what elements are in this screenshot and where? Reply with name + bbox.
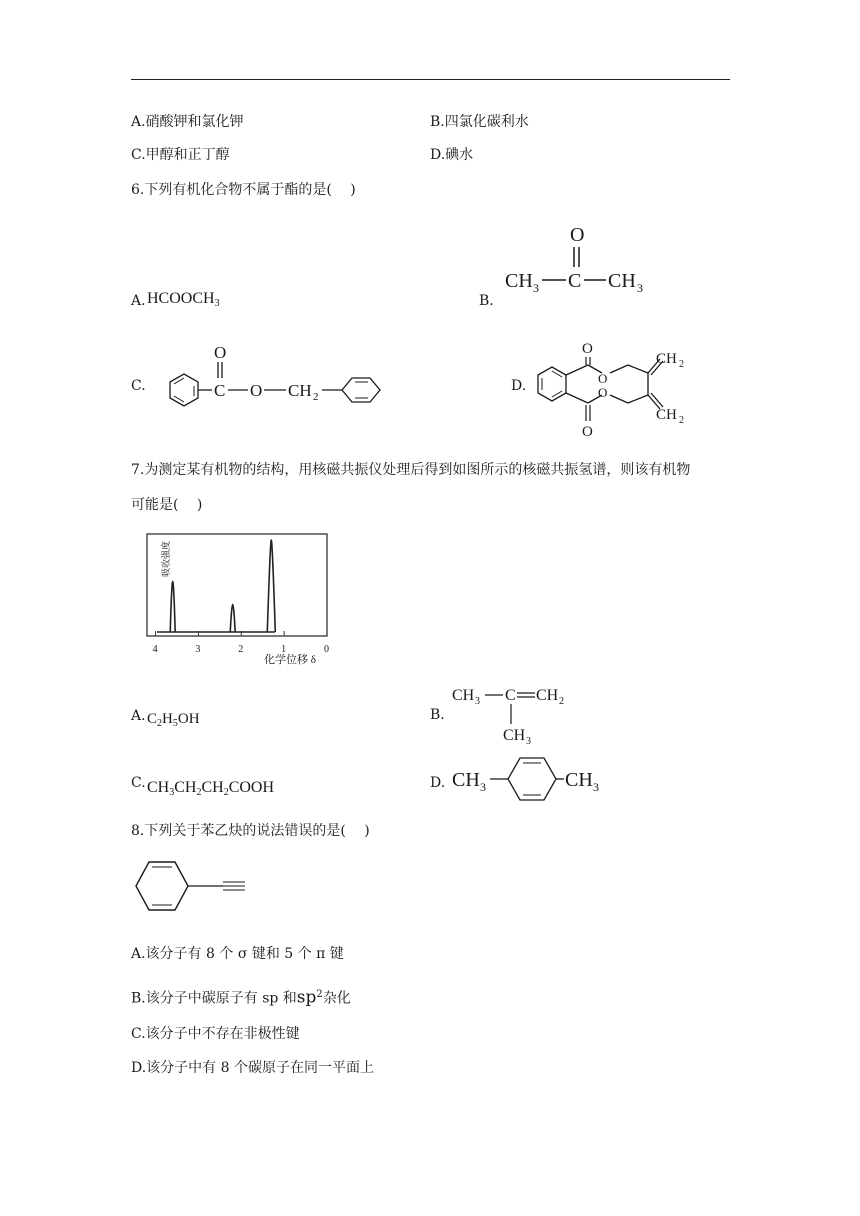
svg-text:O: O bbox=[582, 341, 593, 357]
svg-text:CH: CH bbox=[565, 769, 593, 791]
nmr-peak-3 bbox=[267, 540, 275, 632]
svg-text:3: 3 bbox=[593, 780, 599, 794]
nmr-xlabel: 化学位移 δ bbox=[264, 654, 316, 666]
svg-text:CH: CH bbox=[656, 407, 677, 423]
svg-text:3: 3 bbox=[637, 281, 643, 295]
q7-option-c-formula-butanoic-acid: $CH_3CH_2CH_2COOH$ bbox=[147, 779, 275, 798]
svg-text:C: C bbox=[505, 687, 516, 704]
q7-option-c-label: C. bbox=[131, 775, 146, 791]
q6-option-a-label: A. bbox=[131, 293, 146, 309]
svg-text:CH: CH bbox=[505, 270, 533, 292]
header-rule bbox=[131, 79, 730, 80]
svg-text:CH: CH bbox=[608, 270, 636, 292]
q5-option-a: A.硝酸钾和氯化钾 bbox=[131, 114, 244, 130]
q6-option-b-structure-acetone bbox=[500, 215, 660, 305]
nmr-ylabel: 吸收强度 bbox=[161, 540, 171, 577]
svg-text:O: O bbox=[250, 381, 263, 400]
q8-stem: 8.下列关于苯乙炔的说法错误的是( ) bbox=[131, 823, 370, 839]
nmr-peak-2 bbox=[230, 604, 235, 632]
nmr-tick-label: 2 bbox=[238, 644, 244, 655]
q7-option-a-formula-ethanol: $C_2H_5OH$ bbox=[147, 711, 200, 729]
svg-text:2: 2 bbox=[679, 359, 684, 370]
q6-option-b-label: B. bbox=[479, 293, 494, 309]
svg-text:CH: CH bbox=[452, 769, 480, 791]
q6-option-c-structure-benzyl-benzoate bbox=[150, 340, 400, 420]
svg-text:CH: CH bbox=[536, 687, 559, 704]
svg-text:2: 2 bbox=[559, 696, 564, 707]
svg-text:3: 3 bbox=[526, 736, 531, 747]
svg-text:3: 3 bbox=[475, 696, 480, 707]
q6-option-d-label: D. bbox=[511, 378, 527, 394]
q5-option-d: D.碘水 bbox=[430, 147, 474, 163]
svg-text:3: 3 bbox=[480, 780, 486, 794]
svg-text:C: C bbox=[568, 270, 582, 292]
q6-stem: 6.下列有机化合物不属于酯的是( ) bbox=[131, 182, 356, 198]
q7-option-a-label: A. bbox=[131, 708, 146, 724]
q7-stem-line2: 可能是( ) bbox=[131, 497, 203, 513]
q8-option-a: A.该分子有 8 个 σ 键和 5 个 π 键 bbox=[131, 946, 344, 962]
q8-option-c: C.该分子中不存在非极性键 bbox=[131, 1026, 300, 1042]
q6-option-d-structure-cyclic-diester bbox=[530, 335, 700, 445]
svg-text:CH: CH bbox=[656, 351, 677, 367]
svg-text:O: O bbox=[214, 343, 227, 362]
q7-option-d-structure-p-xylene bbox=[452, 752, 612, 808]
q7-option-b-label: B. bbox=[430, 707, 445, 723]
nmr-tick-label: 1 bbox=[281, 644, 287, 655]
nmr-frame bbox=[147, 534, 327, 636]
q6-option-c-label: C. bbox=[131, 378, 146, 394]
nmr-tick-label: 0 bbox=[324, 644, 329, 655]
svg-text:O: O bbox=[582, 424, 593, 440]
svg-text:3: 3 bbox=[533, 281, 539, 295]
svg-text:CH: CH bbox=[288, 381, 312, 400]
svg-text:CH: CH bbox=[452, 687, 475, 704]
q7-stem-line1: 7.为测定某有机物的结构，用核磁共振仪处理后得到如图所示的核磁共振氢谱，则该有机物 bbox=[131, 462, 691, 478]
nmr-tick-label: 4 bbox=[152, 644, 158, 655]
svg-text:2: 2 bbox=[679, 415, 684, 426]
svg-text:CH: CH bbox=[503, 727, 526, 744]
q7-option-b-structure-isobutene bbox=[452, 680, 582, 750]
nmr-peak-1 bbox=[170, 581, 175, 632]
q5-option-c: C.甲醇和正丁醇 bbox=[131, 147, 230, 163]
q7-option-d-label: D. bbox=[430, 775, 446, 791]
q5-option-b: B.四氯化碳利水 bbox=[430, 114, 529, 130]
svg-text:C: C bbox=[214, 381, 226, 400]
q8-structure-phenylacetylene bbox=[133, 856, 253, 916]
nmr-tick-label: 3 bbox=[195, 644, 201, 655]
svg-text:2: 2 bbox=[313, 391, 319, 403]
q8-option-b: B.该分子中碳原子有 sp 和$sp^2$杂化 bbox=[131, 987, 351, 1008]
svg-text:O: O bbox=[598, 371, 608, 386]
q7-nmr-spectrum bbox=[132, 532, 342, 667]
q6-option-a-formula: $HCOOCH_3$ bbox=[147, 290, 220, 309]
svg-text:O: O bbox=[598, 385, 608, 400]
svg-text:O: O bbox=[570, 224, 585, 246]
q8-option-d: D.该分子中有 8 个碳原子在同一平面上 bbox=[131, 1060, 374, 1076]
